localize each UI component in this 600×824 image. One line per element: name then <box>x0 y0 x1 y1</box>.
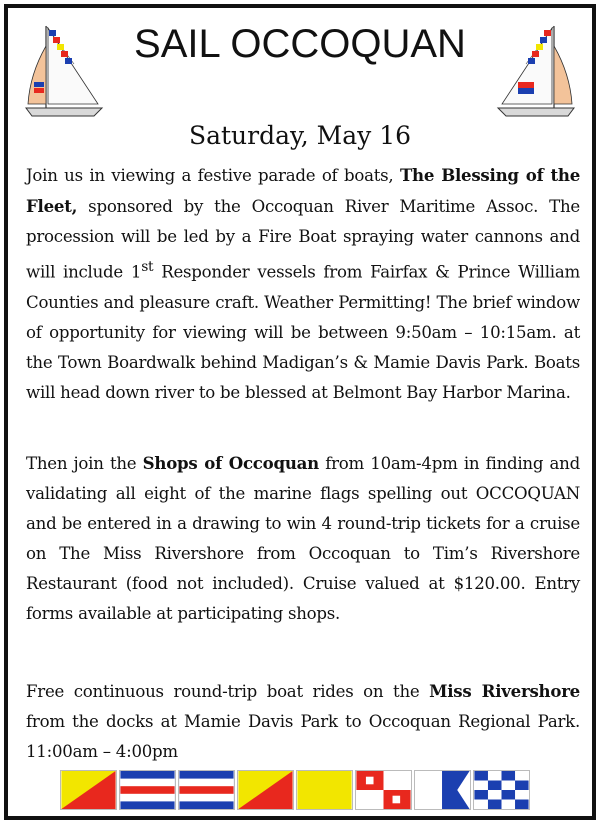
charlie-flag-icon <box>178 770 235 810</box>
alfa-flag-icon <box>414 770 471 810</box>
oscar-flag-icon <box>237 770 294 810</box>
quebec-flag-icon <box>296 770 353 810</box>
marine-flags-row <box>60 770 530 810</box>
parade-paragraph: Join us in viewing a festive parade of boats, The Blessing of the Fleet, sponsored by the Occoquan River Maritime Assoc. The procession will be led by a Fire Boat spraying water cannons and will include 1st Responder vessels from Fairfax & Prince William Counties and pleasure craft. Weather Permitting! The brief window of opportunity for viewing will be between 9:50am – 10:15am. at the Town Boardwalk behind Madigan’s & Mamie Davis Park. Boats will head down river to be blessed at Belmont Bay Harbor Marina. <box>26 165 581 402</box>
uniform-flag-icon <box>355 770 412 810</box>
miss-rivershore-highlight: Miss Rivershore <box>429 681 580 701</box>
oscar-flag-icon <box>60 770 117 810</box>
event-date: Saturday, May 16 <box>188 121 412 150</box>
shops-highlight: Shops of Occoquan <box>142 453 319 473</box>
flyer <box>4 4 596 820</box>
page-title: SAIL OCCOQUAN <box>134 22 466 66</box>
boat-rides-paragraph: Free continuous round-trip boat rides on the Miss Rivershore from the docks at Mamie Davis Park to Occoquan Regional Park. 11:00am – 4:00pm <box>26 681 580 761</box>
november-flag-icon <box>473 770 530 810</box>
blessing-highlight: The Blessing of the Fleet, <box>26 165 581 216</box>
shops-paragraph: Then join the Shops of Occoquan from 10am-4pm in finding and validating all eight of the marine flags spelling out OCCOQUAN and be entered in a drawing to win 4 round-trip tickets for a cruise on The Miss Rivershore from Occoquan to Tim’s Rivershore Restaurant (food not included). Cruise valued at $120.00. Entry forms available at participating shops. <box>26 453 580 623</box>
charlie-flag-icon <box>119 770 176 810</box>
